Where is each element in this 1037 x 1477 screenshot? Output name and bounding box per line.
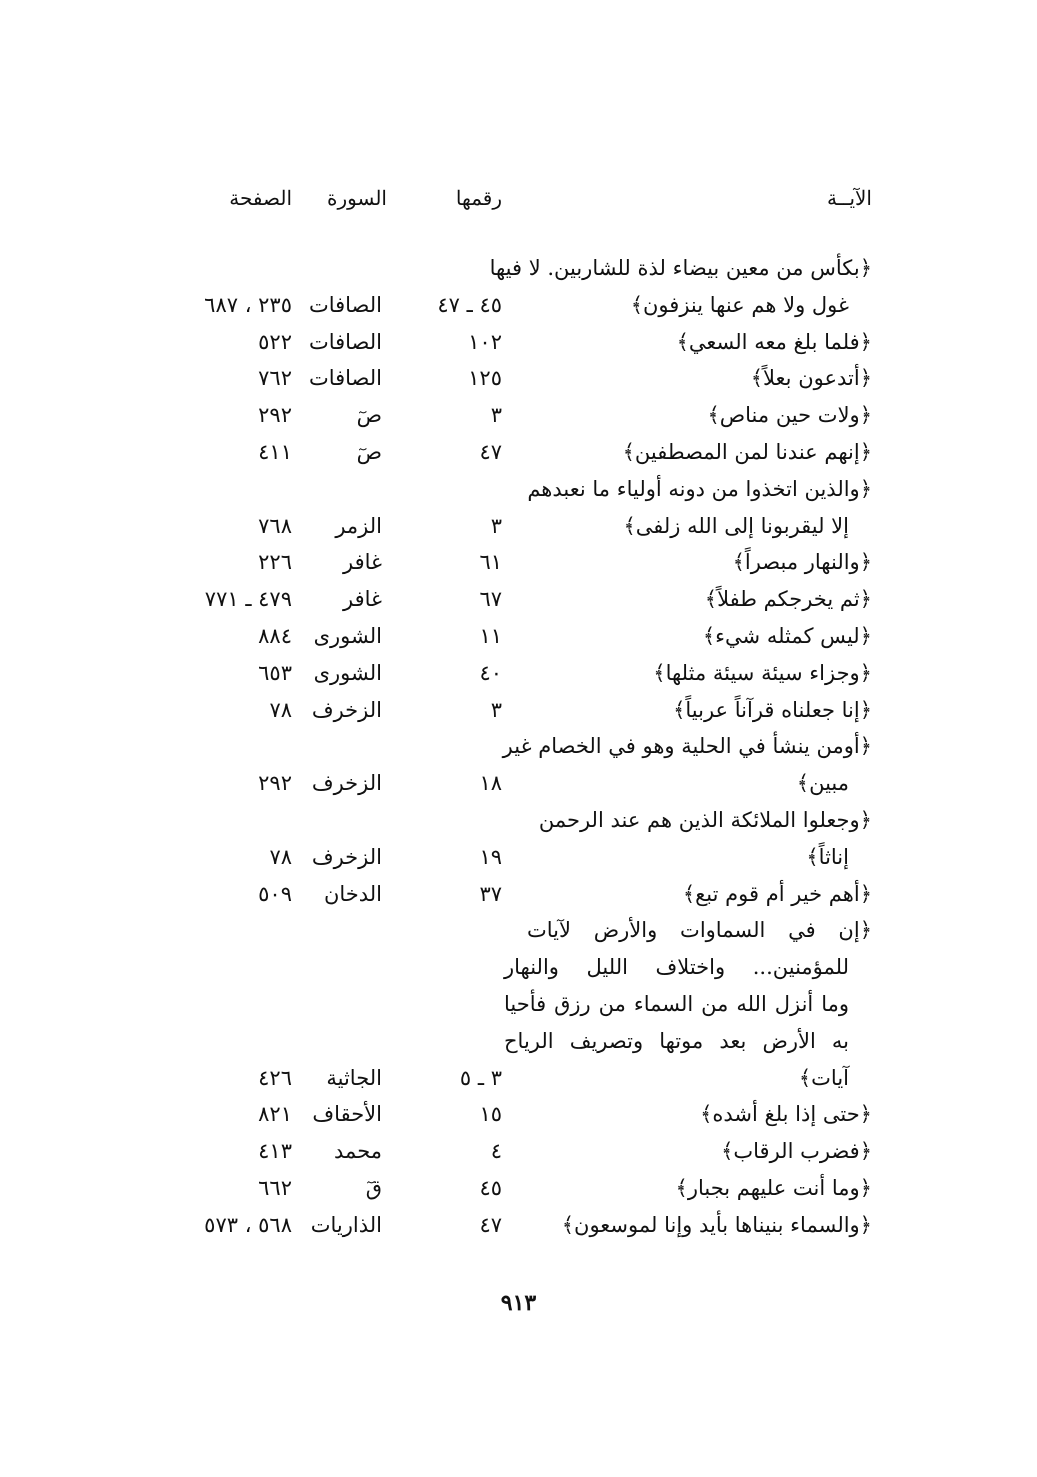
- page-reference: ٤١١: [258, 439, 292, 464]
- aya-text: ﴿إن في السماوات والأرض لآيات: [527, 918, 872, 943]
- aya-text: ﴿إنا جعلناه قرآناً عربياً﴾: [673, 697, 872, 722]
- aya-text: ﴿أهم خير أم قوم تبع﴾: [682, 881, 872, 906]
- verse-number: ٤٧: [479, 1212, 502, 1237]
- verse-number: ١١: [479, 623, 502, 648]
- page-reference: ٧٨: [269, 697, 292, 722]
- table-row: [0, 655, 1037, 692]
- page-reference: ٤٧٩ ـ ٧٧١: [204, 587, 292, 612]
- aya-text: آيات﴾: [798, 1065, 849, 1090]
- page-reference: ٧٦٨: [258, 513, 292, 538]
- table-row: [0, 618, 1037, 655]
- header-aya: الآيــة: [827, 186, 872, 210]
- verse-number: ١٠٢: [468, 329, 502, 354]
- sura-name: الشورى: [313, 623, 382, 648]
- table-row: [0, 692, 1037, 729]
- header-page: الصفحة: [229, 186, 292, 210]
- aya-text: ﴿والسماء بنيناها بأيد وإنا لموسعون﴾: [561, 1212, 872, 1237]
- verse-number: ٤٥ ـ ٤٧: [437, 292, 502, 317]
- sura-name: الصافات: [308, 329, 382, 354]
- verse-number: ٣: [490, 513, 502, 538]
- page-reference: ٦٦٢: [258, 1175, 292, 1200]
- table-row: [0, 839, 1037, 876]
- aya-text: ﴿والنهار مبصراً﴾: [732, 550, 872, 575]
- aya-text: به الأرض بعد موتها وتصريف الرياح: [504, 1028, 849, 1053]
- table-row: [0, 1170, 1037, 1207]
- page-reference: ٢٣٥ ، ٦٨٧: [204, 292, 292, 317]
- verse-number: ٦٧: [479, 587, 502, 612]
- page-reference: ٨٢١: [258, 1102, 292, 1127]
- sura-name: الصافات: [308, 366, 382, 391]
- aya-text: ﴿وجزاء سيئة سيئة مثلها﴾: [653, 660, 872, 685]
- aya-text: ﴿بكأس من معين بيضاء لذة للشاربين. لا فيها: [489, 256, 872, 280]
- aya-text: ﴿والذين اتخذوا من دونه أولياء ما نعبدهم: [527, 476, 872, 501]
- verse-number: ٣٧: [479, 881, 502, 906]
- aya-text: للمؤمنين... واختلاف الليل والنهار: [504, 955, 849, 980]
- sura-name: محمد: [334, 1139, 382, 1164]
- aya-text: ﴿فلما بلغ معه السعي﴾: [676, 329, 872, 354]
- aya-text: ﴿ثم يخرجكم طفلاً﴾: [704, 587, 872, 612]
- table-row: [0, 1207, 1037, 1244]
- verse-number: ٣: [490, 697, 502, 722]
- verse-number: ٤٠: [479, 660, 502, 685]
- table-row: [0, 1096, 1037, 1133]
- table-row: [0, 949, 1037, 986]
- page-reference: ٧٨: [269, 844, 292, 869]
- table-row: [0, 581, 1037, 618]
- page-reference: ٢٢٦: [258, 550, 292, 575]
- page-reference: ٦٥٣: [258, 660, 292, 685]
- aya-text: ﴿أتدعون بعلاً﴾: [750, 366, 872, 391]
- page-reference: ٤٢٦: [258, 1065, 292, 1090]
- table-row: [0, 1133, 1037, 1170]
- table-row: [0, 544, 1037, 581]
- table-row: [0, 876, 1037, 913]
- table-row: [0, 324, 1037, 361]
- sura-name: الزخرف: [311, 697, 382, 722]
- verse-number: ٦١: [479, 550, 502, 575]
- header-sura: السورة: [327, 186, 387, 210]
- table-row: [0, 986, 1037, 1023]
- verse-number: ٣ ـ ٥: [459, 1065, 502, 1090]
- aya-text: إناثاً﴾: [806, 844, 849, 869]
- verse-number: ١٢٥: [468, 366, 502, 391]
- sura-name: الجاثية: [326, 1065, 382, 1090]
- page-reference: ٢٩٢: [258, 771, 292, 796]
- sura-name: غافر: [342, 587, 382, 612]
- table-row: [0, 728, 1037, 765]
- verse-number: ١٨: [479, 771, 502, 796]
- sura-name: قٓ: [365, 1175, 382, 1200]
- table-row: [0, 508, 1037, 545]
- table-row: [0, 250, 1037, 287]
- verse-number: ٤: [490, 1139, 502, 1164]
- page-reference: ٨٨٤: [258, 623, 292, 648]
- page-reference: ٥٦٨ ، ٥٧٣: [204, 1212, 292, 1237]
- sura-name: الزخرف: [311, 771, 382, 796]
- sura-name: الشورى: [313, 660, 382, 685]
- aya-text: ﴿حتى إذا بلغ أشده﴾: [700, 1102, 872, 1127]
- table-row: [0, 434, 1037, 471]
- aya-text: مبين﴾: [796, 771, 849, 796]
- aya-text: وما أنزل الله من السماء من رزق فأحيا: [504, 991, 849, 1016]
- verse-number: ٤٧: [479, 439, 502, 464]
- aya-text: ﴿وما أنت عليهم بجبار﴾: [675, 1175, 872, 1200]
- page-reference: ٥٢٢: [258, 329, 292, 354]
- table-row: [0, 1023, 1037, 1060]
- table-row: [0, 802, 1037, 839]
- verse-number: ٣: [490, 403, 502, 428]
- aya-text: إلا ليقربونا إلى الله زلفى﴾: [623, 513, 849, 538]
- table-row: [0, 765, 1037, 802]
- sura-name: الزمر: [335, 513, 382, 538]
- table-row: [0, 471, 1037, 508]
- aya-text: ﴿فضرب الرقاب﴾: [721, 1139, 872, 1164]
- page-reference: ٥٠٩: [258, 881, 292, 906]
- page-reference: ٢٩٢: [258, 403, 292, 428]
- sura-name: الزخرف: [311, 844, 382, 869]
- verse-number: ١٩: [479, 844, 502, 869]
- page-reference: ٤١٣: [258, 1139, 292, 1164]
- table-row: [0, 397, 1037, 434]
- sura-name: الأحقاف: [312, 1102, 382, 1127]
- aya-text: ﴿إنهم عندنا لمن المصطفين﴾: [622, 439, 872, 464]
- sura-name: صٓ: [356, 439, 382, 464]
- page-number: ٩١٣: [500, 1290, 537, 1316]
- page-reference: ٧٦٢: [258, 366, 292, 391]
- aya-text: ﴿أومن ينشأ في الحلية وهو في الخصام غير: [502, 734, 872, 759]
- table-row: [0, 360, 1037, 397]
- header-number: رقمها: [455, 186, 502, 210]
- table-row: [0, 912, 1037, 949]
- sura-name: الدخان: [323, 881, 382, 906]
- sura-name: الذاريات: [310, 1212, 382, 1237]
- verse-number: ١٥: [479, 1102, 502, 1127]
- verse-number: ٤٥: [479, 1175, 502, 1200]
- sura-name: غافر: [342, 550, 382, 575]
- table-row: [0, 287, 1037, 324]
- aya-text: ﴿ليس كمثله شيء﴾: [702, 623, 872, 648]
- aya-text: غول ولا هم عنها ينزفون﴾: [630, 292, 849, 317]
- table-row: [0, 1060, 1037, 1097]
- aya-text: ﴿وجعلوا الملائكة الذين هم عند الرحمن: [538, 807, 872, 832]
- index-table: [0, 250, 1037, 1244]
- sura-name: صٓ: [356, 403, 382, 428]
- aya-text: ﴿ولات حين مناص﴾: [707, 403, 872, 428]
- sura-name: الصافات: [308, 292, 382, 317]
